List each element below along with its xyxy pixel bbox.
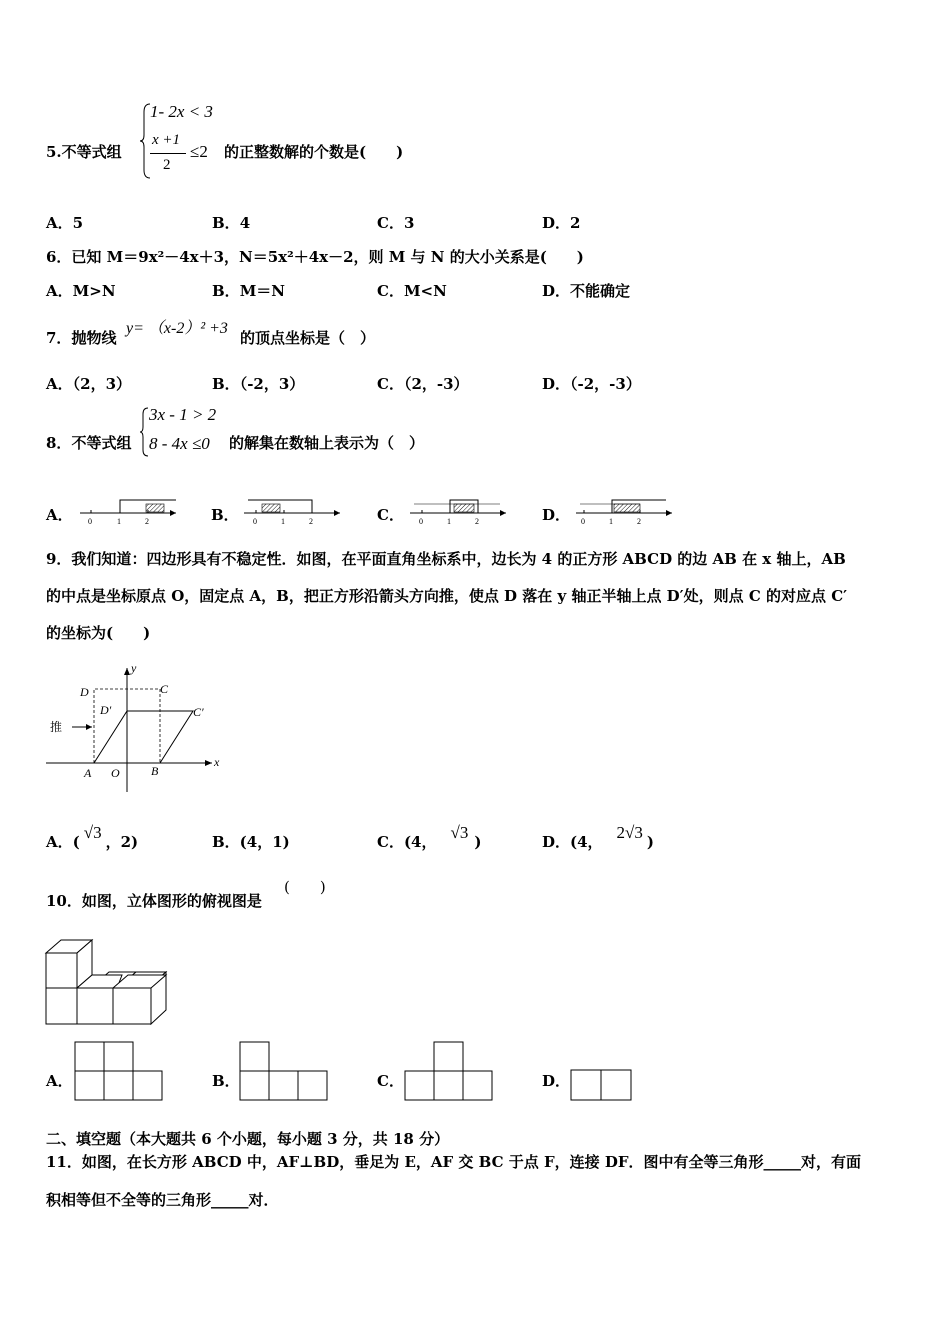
q8-inequality-1: 3x - 1 > 2 — [149, 405, 217, 424]
q7-lead: 7．抛物线 — [46, 329, 117, 347]
label-x: x — [214, 755, 220, 769]
q5-number: 5.不等式组 — [46, 143, 122, 161]
q10-option-a-label[interactable]: A． — [46, 1072, 73, 1090]
q8-option-c-label[interactable]: C． — [377, 506, 404, 524]
tick-label: 1 — [281, 517, 285, 526]
q8-option-d-number-line[interactable] — [576, 496, 676, 526]
label-B: B — [151, 764, 159, 778]
q8-option-b-label[interactable]: B． — [211, 506, 239, 524]
section-2-title: 二、填空题（本大题共 6 个小题，每小题 3 分，共 18 分） — [46, 1130, 450, 1148]
q6-question: 6．已知 M＝9x²－4x＋3，N＝5x²＋4x－2，则 M 与 N 的大小关系是( ) — [46, 248, 584, 266]
q7-question-tail: 的顶点坐标是（ ） — [240, 329, 376, 347]
q7-option-c[interactable]: C．（2，-3） — [377, 375, 469, 393]
tick-label: 0 — [88, 517, 92, 526]
tick-label: 2 — [475, 517, 479, 526]
q8-option-b-number-line[interactable] — [244, 496, 344, 526]
tick-label: 0 — [419, 517, 423, 526]
q5-fraction-denominator: 2 — [163, 157, 171, 173]
q9-figure — [44, 660, 229, 795]
q7-formula: y= （x-2）² +3 — [126, 320, 228, 337]
q5-option-c[interactable]: C．3 — [377, 214, 415, 232]
label-O: O — [111, 766, 120, 780]
q8-option-a-label[interactable]: A． — [46, 506, 73, 524]
q5-fraction-numerator: x +1 — [152, 132, 181, 148]
q6-option-a[interactable]: A．M>N — [46, 282, 116, 300]
q10-option-d-view[interactable] — [570, 1069, 634, 1101]
q10-solid-figure — [44, 938, 168, 1028]
tick-label: 2 — [637, 517, 641, 526]
q7-option-b[interactable]: B．（-2，3） — [212, 375, 305, 393]
q8-lead: 8．不等式组 — [46, 434, 132, 452]
tick-label: 1 — [447, 517, 451, 526]
q8-question-tail: 的解集在数轴上表示为（ ） — [229, 434, 425, 452]
q10-option-b-view[interactable] — [239, 1041, 329, 1101]
label-C: C — [160, 682, 169, 696]
q6-option-b[interactable]: B．M＝N — [212, 282, 286, 300]
label-A: A — [84, 766, 92, 780]
q6-option-d[interactable]: D．不能确定 — [542, 282, 631, 300]
q9-text-line-2: 的中点是坐标原点 O，固定点 A，B，把正方形沿箭头方向推，使点 D 落在 y 轴正半轴上点 D′处，则点 C 的对应点 C′ — [46, 587, 848, 605]
q9-text-line-1: 9．我们知道：四边形具有不稳定性．如图，在平面直角坐标系中，边长为 4 的正方形 ABCD 的边 AB 在 x 轴上，AB — [46, 550, 846, 568]
q5-inequality-2-relation: ≤2 — [190, 142, 208, 161]
q8-option-c-number-line[interactable] — [410, 496, 510, 526]
tick-label: 2 — [309, 517, 313, 526]
q5-option-a[interactable]: A．5 — [46, 214, 84, 232]
q11-text-line-1: 11．如图，在长方形 ABCD 中，AF⊥BD，垂足为 E，AF 交 BC 于点 F，连接 DF．图中有全等三角形_____对，有面 — [46, 1153, 861, 1171]
q5-question-tail: 的正整数解的个数是( ) — [224, 143, 404, 161]
q10-answer-paren: ( ) — [284, 878, 326, 896]
q9-option-c[interactable]: C．(4， √3 ) — [377, 823, 482, 851]
q7-option-d[interactable]: D．（-2，-3） — [542, 375, 641, 393]
label-D-prime: D′ — [100, 703, 112, 717]
q7-option-a[interactable]: A．（2，3） — [46, 375, 132, 393]
q10-option-a-view[interactable] — [74, 1041, 164, 1101]
q8-option-d-label[interactable]: D． — [542, 506, 571, 524]
tick-label: 2 — [145, 517, 149, 526]
q5-fraction-bar — [150, 153, 186, 154]
tick-label: 0 — [581, 517, 585, 526]
q9-text-line-3: 的坐标为( ) — [46, 624, 151, 642]
tick-label: 1 — [609, 517, 613, 526]
tick-label: 0 — [253, 517, 257, 526]
label-C-prime: C′ — [193, 705, 204, 719]
q10-option-d-label[interactable]: D． — [542, 1072, 571, 1090]
label-push: 推 — [50, 720, 63, 734]
q9-option-b[interactable]: B．(4，1) — [212, 833, 290, 851]
q5-option-b[interactable]: B．4 — [212, 214, 251, 232]
q8-option-a-number-line[interactable] — [80, 496, 180, 526]
q5-option-d[interactable]: D．2 — [542, 214, 581, 232]
q10-option-c-view[interactable] — [404, 1041, 494, 1101]
tick-label: 1 — [117, 517, 121, 526]
q10-question: 10．如图，立体图形的俯视图是 — [46, 892, 262, 910]
label-D: D — [80, 685, 89, 699]
q9-option-d[interactable]: D．(4， 2√3 ) — [542, 823, 654, 851]
q6-option-c[interactable]: C．M<N — [377, 282, 447, 300]
q10-option-b-label[interactable]: B． — [212, 1072, 240, 1090]
q8-inequality-2: 8 - 4x ≤0 — [149, 434, 210, 453]
q11-text-line-2: 积相等但不全等的三角形_____对． — [46, 1191, 279, 1209]
q5-inequality-1: 1- 2x < 3 — [150, 102, 213, 121]
q9-option-a[interactable]: A．( √3 ，2) — [46, 823, 139, 851]
q10-option-c-label[interactable]: C． — [377, 1072, 404, 1090]
label-y: y — [131, 661, 137, 675]
